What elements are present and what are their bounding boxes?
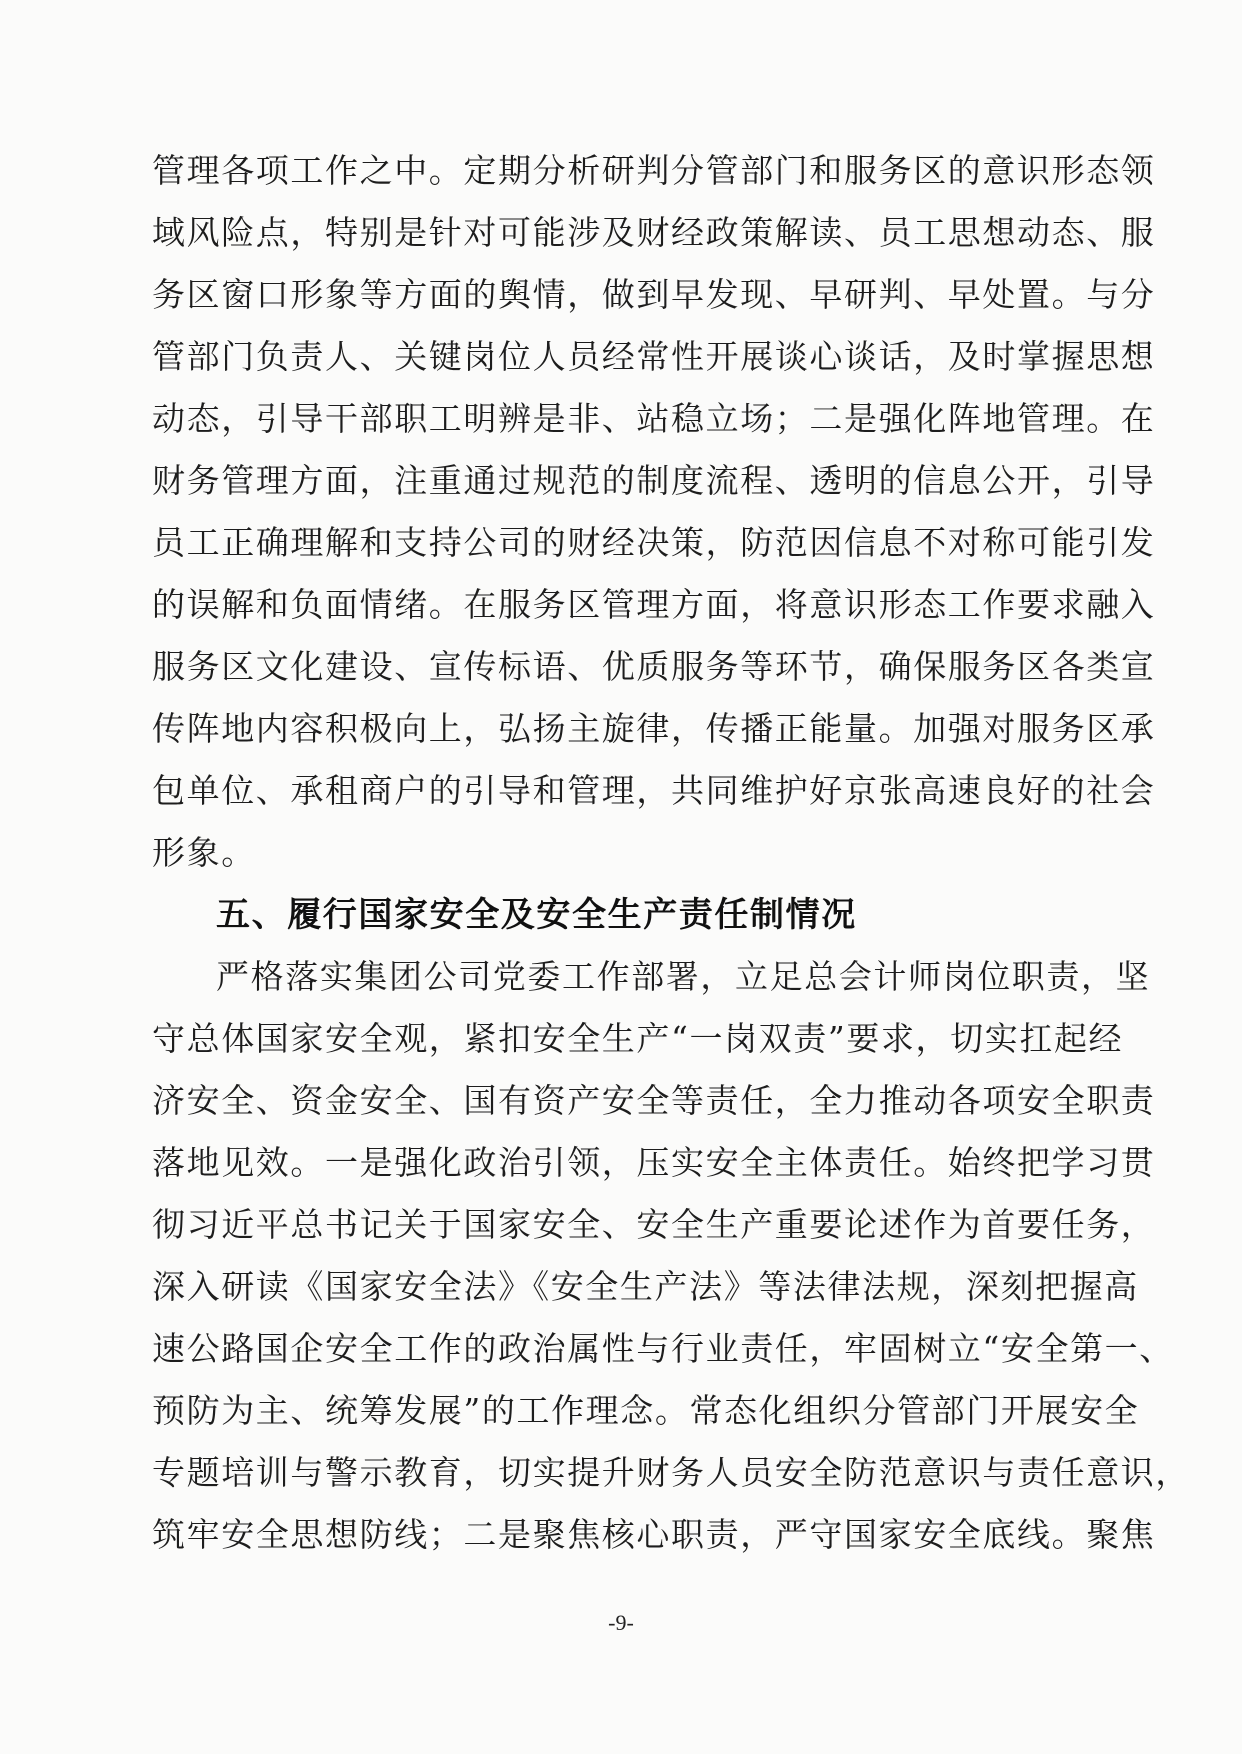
paragraph-line: 财务管理方面，注重通过规范的制度流程、透明的信息公开，引导 xyxy=(152,461,1156,500)
paragraph-line: 筑牢安全思想防线；二是聚焦核心职责，严守国家安全底线。聚焦 xyxy=(152,1515,1156,1554)
paragraph-line: 彻习近平总书记关于国家安全、安全生产重要论述作为首要任务， xyxy=(152,1205,1156,1244)
paragraph-line: 深入研读《国家安全法》《安全生产法》等法律法规，深刻把握高 xyxy=(152,1267,1139,1306)
document-body xyxy=(152,140,1190,1566)
paragraph-line: 预防为主、统筹发展”的工作理念。常态化组织分管部门开展安全 xyxy=(152,1391,1140,1430)
page-number: -9- xyxy=(608,1610,634,1635)
paragraph-line: 济安全、资金安全、国有资产安全等责任，全力推动各项安全职责 xyxy=(152,1081,1156,1120)
paragraph-line: 落地见效。一是强化政治引领，压实安全主体责任。始终把学习贯 xyxy=(152,1143,1156,1182)
paragraph-line: 管部门负责人、关键岗位人员经常性开展谈心谈话，及时掌握思想 xyxy=(152,337,1156,376)
paragraph-line: 务区窗口形象等方面的舆情，做到早发现、早研判、早处置。与分 xyxy=(152,275,1156,314)
paragraph-line: 员工正确理解和支持公司的财经决策，防范因信息不对称可能引发 xyxy=(152,523,1156,562)
paragraph-line: 动态，引导干部职工明辨是非、站稳立场；二是强化阵地管理。在 xyxy=(152,399,1156,438)
paragraph-line: 速公路国企安全工作的政治属性与行业责任，牢固树立“安全第一、 xyxy=(152,1329,1174,1368)
paragraph-line: 服务区文化建设、宣传标语、优质服务等环节，确保服务区各类宣 xyxy=(152,647,1156,686)
paragraph-line: 管理各项工作之中。定期分析研判分管部门和服务区的意识形态领 xyxy=(152,151,1156,190)
paragraph-line: 传阵地内容积极向上，弘扬主旋律，传播正能量。加强对服务区承 xyxy=(152,709,1156,748)
paragraph-line: 域风险点，特别是针对可能涉及财经政策解读、员工思想动态、服 xyxy=(152,213,1156,252)
paragraph-line: 严格落实集团公司党委工作部署，立足总会计师岗位职责，坚 xyxy=(216,957,1151,996)
paragraph-line: 包单位、承租商户的引导和管理，共同维护好京张高速良好的社会 xyxy=(152,771,1156,810)
section-heading: 五、履行国家安全及安全生产责任制情况 xyxy=(216,895,857,935)
paragraph-line: 的误解和负面情绪。在服务区管理方面，将意识形态工作要求融入 xyxy=(152,585,1156,624)
paragraph-line: 专题培训与警示教育，切实提升财务人员安全防范意识与责任意识， xyxy=(152,1453,1190,1492)
paragraph-line: 守总体国家安全观，紧扣安全生产“一岗双责”要求，切实扛起经 xyxy=(152,1019,1124,1058)
paragraph-line: 形象。 xyxy=(152,833,256,872)
